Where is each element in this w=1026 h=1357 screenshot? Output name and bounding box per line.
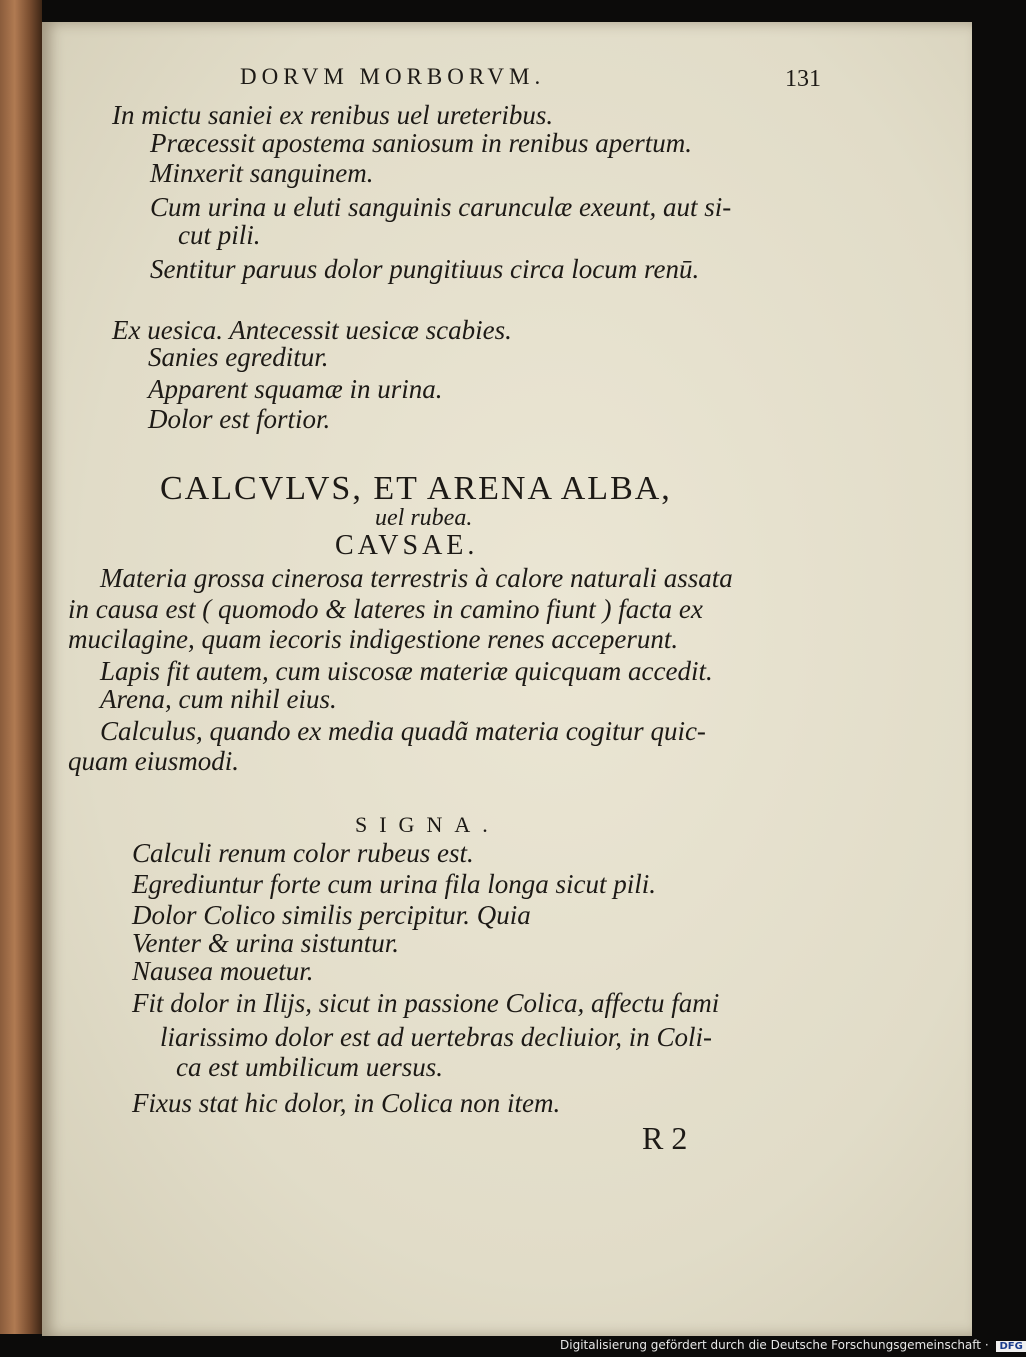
chapter-title: CALCVLVS, ET ARENA ALBA, (160, 470, 672, 507)
text-line: quam eiusmodi. (68, 746, 239, 776)
dfg-logo: DFG (996, 1341, 1025, 1352)
text-line: ca est umbilicum uersus. (176, 1052, 443, 1082)
page-number: 131 (785, 66, 821, 92)
running-title: DORVM MORBORVM. (240, 64, 546, 89)
causae-heading: CAVSAE. (335, 530, 479, 561)
text-line: Venter & urina sistuntur. (132, 928, 400, 958)
text-line: liarissimo dolor est ad uertebras decliuior, in Coli- (160, 1022, 713, 1052)
text-line: Nausea mouetur. (132, 956, 314, 986)
text-line: Calculus, quando ex media quadã materia cogitur quic- (100, 716, 706, 746)
text-line: Sentitur paruus dolor pungitiuus circa locum renū. (150, 254, 700, 284)
text-line: Præcessit apostema saniosum in renibus apertum. (150, 128, 692, 158)
text-line: Lapis fit autem, cum uiscosæ materiæ quicquam accedit. (100, 656, 713, 686)
text-line: Dolor Colico similis percipitur. Quia (132, 900, 531, 930)
credit-text: Digitalisierung gefördert durch die Deutsche Forschungsgemeinschaft · (560, 1338, 989, 1352)
digitization-credit (560, 1338, 1026, 1352)
text-line: Ex uesica. Antecessit uesicæ scabies. (112, 315, 512, 345)
text-line: mucilagine, quam iecoris indigestione renes acceperunt. (68, 624, 679, 654)
signature-mark: R 2 (642, 1120, 688, 1156)
chapter-subtitle: uel rubea. (375, 505, 473, 531)
text-line: Dolor est fortior. (148, 404, 331, 434)
text-line: Egrediuntur forte cum urina fila longa sicut pili. (132, 869, 656, 899)
text-line: Calculi renum color rubeus est. (132, 838, 474, 868)
text-line: Apparent squamæ in urina. (148, 374, 443, 404)
text-line: In mictu saniei ex renibus uel ureteribus. (112, 100, 554, 130)
text-line: Minxerit sanguinem. (150, 158, 374, 188)
text-line: Sanies egreditur. (148, 342, 329, 372)
book-spine (0, 0, 42, 1334)
text-line: Cum urina u eluti sanguinis carunculæ exeunt, aut si- (150, 192, 732, 222)
text-line: Fit dolor in Ilijs, sicut in passione Colica, affectu fami (132, 988, 720, 1018)
text-line: Arena, cum nihil eius. (100, 684, 337, 714)
text-line: in causa est ( quomodo & lateres in camino fiunt ) facta ex (68, 594, 703, 624)
signa-heading: SIGNA. (355, 812, 500, 837)
text-line: Fixus stat hic dolor, in Colica non item. (132, 1088, 561, 1118)
text-line: cut pili. (178, 220, 261, 250)
text-line: Materia grossa cinerosa terrestris à calore naturali assata (100, 563, 733, 593)
